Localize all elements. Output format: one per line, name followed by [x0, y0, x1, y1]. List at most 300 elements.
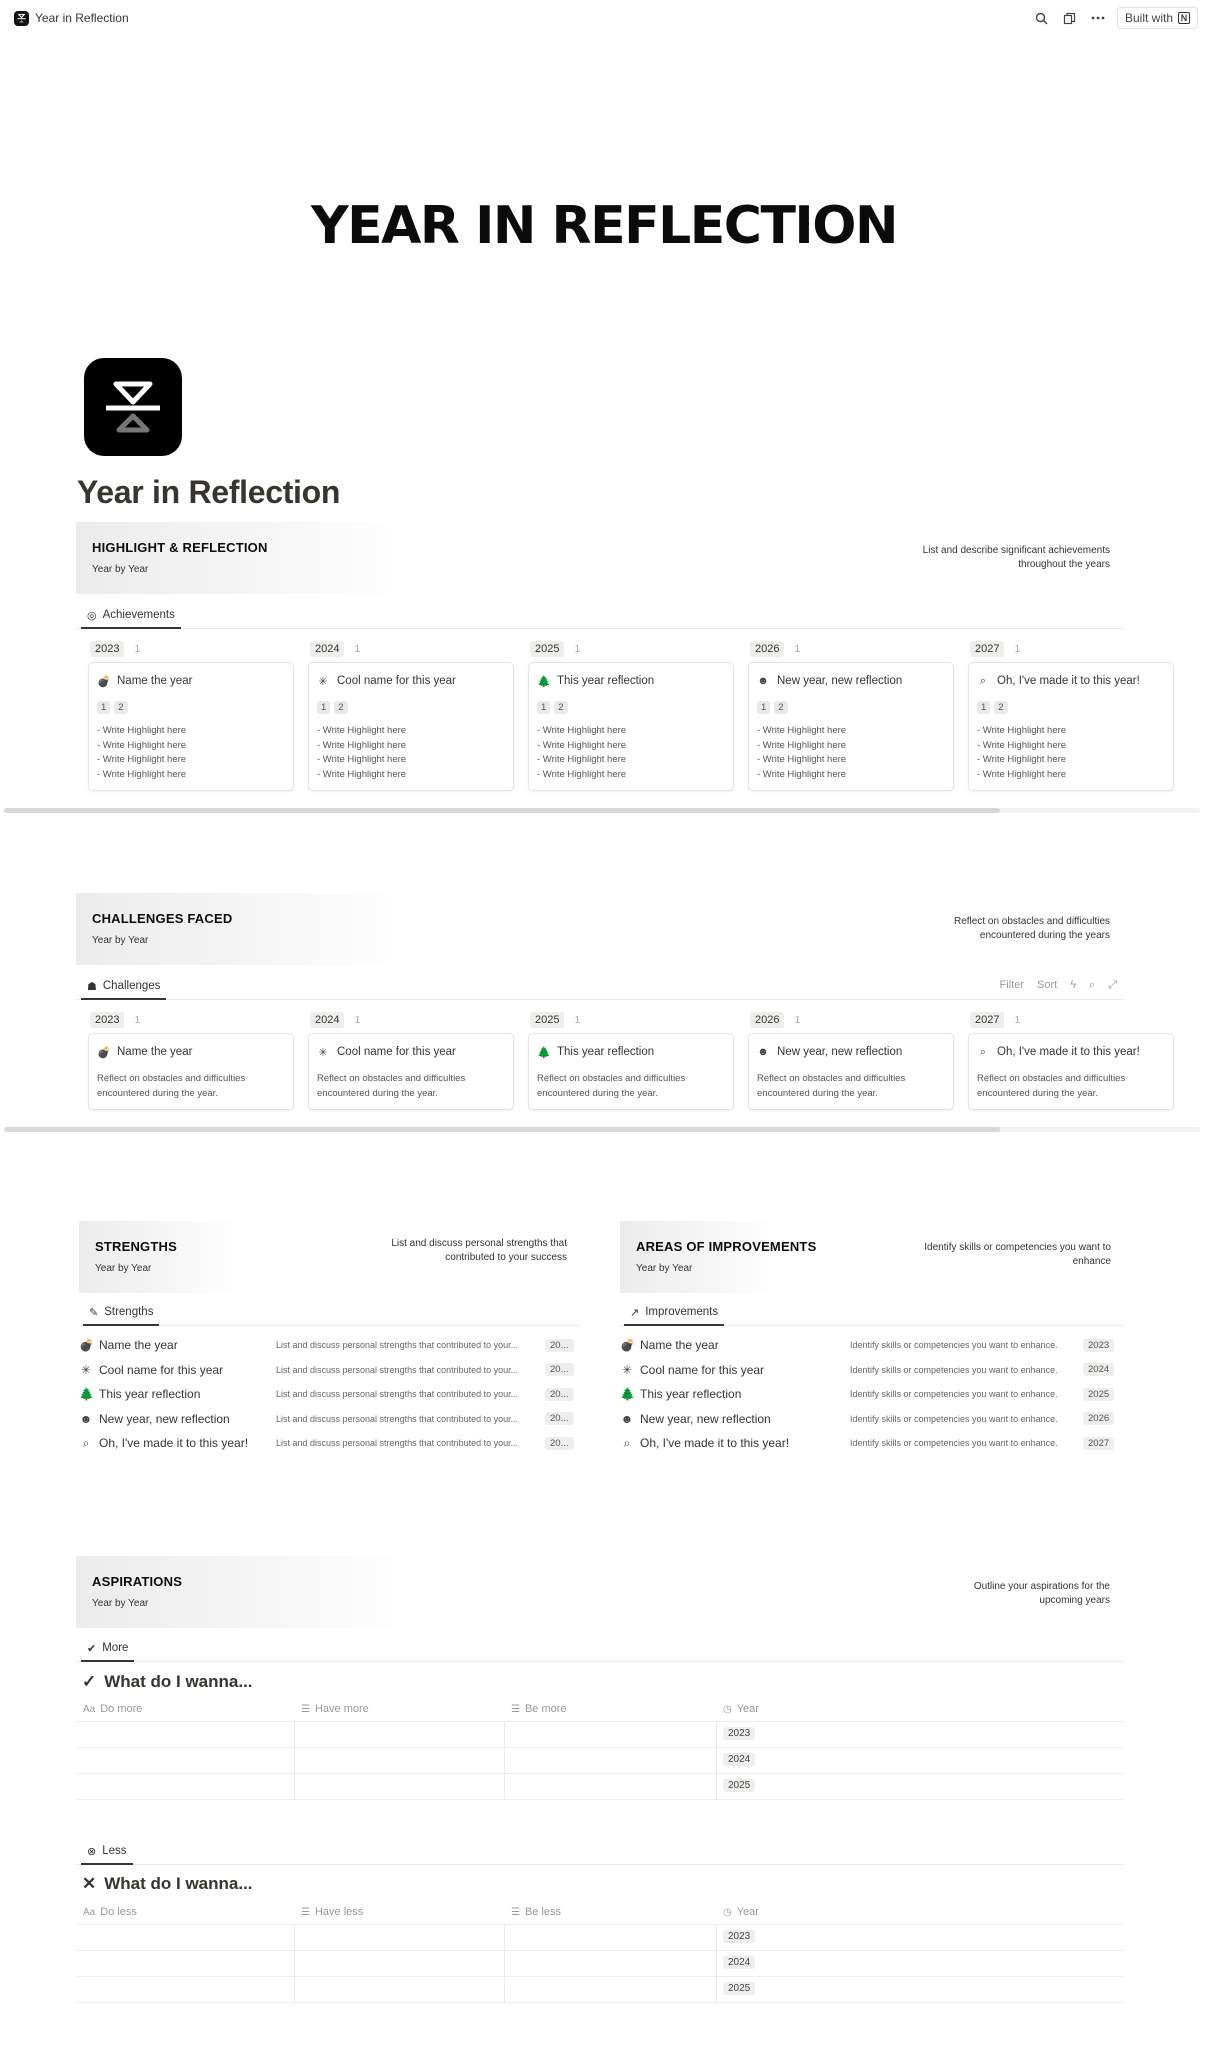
card-title-text: New year, new reflection: [777, 1046, 903, 1058]
list-item[interactable]: [620, 1382, 1123, 1406]
year-tag: 2023: [723, 1727, 755, 1740]
tag-pill: 1: [757, 701, 770, 714]
list-item[interactable]: [620, 1358, 1123, 1382]
group-count: 1: [1014, 1014, 1021, 1026]
highlight-line: - Write Highlight here: [757, 754, 847, 765]
section-subheading: Year by Year: [92, 1598, 149, 1609]
table-row[interactable]: [77, 1976, 1123, 2002]
highlight-section-header: [76, 522, 1122, 594]
list-item-name: Oh, I've made it to this year!: [640, 1436, 790, 1450]
card-title: [317, 1044, 505, 1060]
check-circle-icon: ✔: [87, 1642, 97, 1655]
more-options-icon[interactable]: [1089, 9, 1107, 27]
tab-less[interactable]: [81, 1839, 133, 1865]
column-header-label: Have more: [314, 1703, 369, 1715]
table-row[interactable]: [77, 1721, 1123, 1747]
list-item-name: Oh, I've made it to this year!: [99, 1436, 249, 1450]
text-icon: Aa: [83, 1906, 96, 1918]
highlight-line: - Write Highlight here: [97, 754, 187, 765]
column-header-label: Be more: [524, 1703, 567, 1715]
section-subheading: Year by Year: [92, 935, 149, 946]
list-item-description: List and discuss personal strengths that contributed to your...: [276, 1413, 519, 1424]
text-lines-icon: ☰: [301, 1703, 310, 1715]
board-card[interactable]: [308, 662, 514, 791]
search-magnifier-icon: ⌕: [979, 1045, 987, 1058]
card-title-text: Oh, I've made it to this year!: [997, 1046, 1140, 1058]
table-cell[interactable]: [295, 1722, 505, 1748]
tree-icon: 🌲: [620, 1387, 635, 1401]
list-item-description: List and discuss personal strengths that contributed to your...: [276, 1364, 519, 1375]
pen-icon: ✎: [89, 1306, 99, 1319]
duplicate-icon[interactable]: [1061, 9, 1079, 27]
highlight-line: - Write Highlight here: [97, 725, 187, 736]
table-cell[interactable]: [77, 1925, 295, 1951]
highlight-line: - Write Highlight here: [97, 768, 187, 780]
table-cell[interactable]: [295, 1977, 505, 2003]
board-column: [742, 1011, 948, 1099]
tab-strengths[interactable]: [83, 1300, 159, 1326]
section-description: List and discuss personal strengths that contributed to your success: [391, 1238, 567, 1263]
tab-achievements[interactable]: [81, 603, 181, 629]
app-logo-icon: [14, 11, 29, 26]
section-heading: ASPIRATIONS: [92, 1574, 183, 1589]
text-lines-icon: ☰: [301, 1906, 310, 1918]
column-header: [302, 1011, 508, 1029]
horizontal-scrollbar[interactable]: [4, 808, 1200, 813]
tag-pill: 1: [977, 701, 990, 714]
top-bar: [0, 0, 1208, 36]
card-description: Reflect on obstacles and difficulties encountered during the year.: [757, 1073, 906, 1099]
year-group-label[interactable]: 2027: [970, 641, 1004, 657]
highlight-line: - Write Highlight here: [317, 754, 407, 765]
card-description: Reflect on obstacles and difficulties encountered during the year.: [977, 1073, 1126, 1099]
challenges-section-header: [76, 893, 1122, 965]
column-header[interactable]: [301, 1900, 363, 1924]
tab-label: Challenges: [102, 980, 161, 992]
section-heading: HIGHLIGHT & REFLECTION: [92, 540, 268, 555]
list-item-name: Name the year: [640, 1338, 719, 1352]
column-header[interactable]: [83, 1697, 142, 1721]
table-cell[interactable]: [505, 1951, 717, 1977]
clock-icon: ◷: [723, 1906, 732, 1918]
table-title-text: What do I wanna...: [104, 1874, 253, 1893]
table-cell[interactable]: [77, 1774, 295, 1800]
year-group-label[interactable]: 2025: [530, 1012, 564, 1028]
section-subheading: Year by Year: [95, 1263, 152, 1274]
smile-face-icon: ☻: [620, 1411, 634, 1426]
board-card[interactable]: [968, 1033, 1174, 1110]
x-circle-icon: ⊗: [87, 1845, 97, 1858]
column-header-label: Do more: [100, 1703, 143, 1715]
year-group-label[interactable]: 2023: [90, 1012, 124, 1028]
highlight-line: - Write Highlight here: [97, 739, 187, 751]
card-title-text: Name the year: [117, 675, 193, 687]
list-item[interactable]: [79, 1382, 579, 1406]
clock-icon: ◷: [723, 1703, 732, 1715]
year-tag: 2024: [1083, 1363, 1114, 1376]
year-group-label[interactable]: 2024: [310, 1012, 344, 1028]
section-description: Outline your aspirations for the upcoming years: [973, 1581, 1110, 1606]
list-item-name: Cool name for this year: [99, 1362, 224, 1377]
text-lines-icon: ☰: [511, 1906, 520, 1918]
highlight-line: - Write Highlight here: [977, 739, 1067, 751]
expand-icon[interactable]: ⤢: [1108, 979, 1117, 991]
table-cell[interactable]: [77, 1722, 295, 1748]
card-tags: [537, 701, 725, 714]
card-title-text: Oh, I've made it to this year!: [997, 675, 1140, 687]
column-header: [962, 1011, 1168, 1029]
highlight-lines: [317, 724, 505, 782]
tab-more[interactable]: [81, 1636, 134, 1662]
list-item-name: New year, new reflection: [99, 1411, 230, 1426]
tab-challenges[interactable]: [81, 974, 166, 1000]
aspirations-section-header: [76, 1556, 1122, 1628]
board-column: [302, 1011, 508, 1099]
column-header: [742, 640, 948, 658]
year-tag: 20...: [545, 1339, 574, 1352]
year-tag: 20...: [545, 1363, 574, 1376]
highlight-line: - Write Highlight here: [757, 768, 847, 780]
column-header[interactable]: [301, 1697, 369, 1721]
list-item[interactable]: [620, 1431, 1123, 1455]
highlight-line: - Write Highlight here: [317, 739, 407, 751]
bomb-icon: 💣: [620, 1338, 635, 1352]
list-item-description: Identify skills or competencies you want to enhance.: [850, 1364, 1058, 1375]
tree-icon: 🌲: [79, 1387, 94, 1401]
smile-face-icon: ☻: [757, 1046, 769, 1058]
group-count: 1: [574, 1014, 581, 1026]
tag-pill: 2: [554, 701, 567, 714]
board-card[interactable]: [528, 662, 734, 791]
more-tab-bar: [77, 1636, 1123, 1662]
notion-logo-icon: N: [1178, 12, 1190, 24]
card-tags: [977, 701, 1165, 714]
highlight-line: - Write Highlight here: [537, 725, 627, 736]
tag-pill: 2: [334, 701, 347, 714]
column-header: [522, 1011, 728, 1029]
list-item-description: List and discuss personal strengths that contributed to your...: [276, 1389, 519, 1399]
column-header[interactable]: [723, 1900, 759, 1924]
smile-face-icon: ☻: [757, 675, 769, 687]
page-title: Year in Reflection: [77, 474, 341, 510]
board-card[interactable]: [748, 1033, 954, 1110]
tree-icon: 🌲: [537, 675, 551, 688]
year-tag: 20...: [545, 1388, 574, 1401]
board-column: [522, 640, 728, 780]
board-column: [742, 640, 948, 780]
year-tag: 2025: [723, 1779, 755, 1792]
group-count: 1: [134, 1014, 141, 1026]
table-row[interactable]: [77, 1747, 1123, 1773]
highlight-lines: [977, 724, 1165, 782]
year-tag: 2024: [723, 1753, 755, 1766]
asterisk-icon: ✳: [318, 1046, 328, 1059]
tag-pill: 2: [994, 701, 1007, 714]
highlight-line: - Write Highlight here: [757, 739, 847, 751]
card-description: Reflect on obstacles and difficulties encountered during the year.: [97, 1073, 246, 1099]
year-group-label[interactable]: 2026: [750, 1012, 784, 1028]
group-count: 1: [1014, 643, 1021, 655]
board-column: [302, 640, 508, 780]
card-title-text: New year, new reflection: [777, 675, 903, 687]
card-title: [97, 673, 285, 689]
group-count: 1: [354, 643, 361, 655]
card-title: [977, 673, 1165, 689]
column-header[interactable]: [83, 1900, 137, 1924]
table-cell[interactable]: [505, 1722, 717, 1748]
list-item[interactable]: [79, 1407, 579, 1431]
asterisk-icon: ✳: [621, 1362, 633, 1377]
table-cell[interactable]: [505, 1977, 717, 2003]
board-card[interactable]: [308, 1033, 514, 1110]
highlight-lines: [757, 724, 945, 782]
year-tag: 2025: [1083, 1388, 1114, 1401]
section-heading: AREAS OF IMPROVEMENTS: [636, 1239, 817, 1254]
less-tab-bar: [77, 1839, 1123, 1865]
card-title: [757, 1044, 945, 1060]
list-item-description: Identify skills or competencies you want to enhance.: [850, 1340, 1058, 1350]
year-tag: 2024: [723, 1956, 755, 1969]
text-lines-icon: ☰: [511, 1703, 520, 1715]
column-header-label: Be less: [524, 1906, 562, 1918]
card-title-text: This year reflection: [557, 1046, 655, 1058]
less-table-title: [82, 1874, 253, 1894]
card-tags: [757, 701, 945, 714]
table-cell[interactable]: [295, 1748, 505, 1774]
tab-improvements[interactable]: [624, 1300, 724, 1326]
section-subheading: Year by Year: [92, 564, 149, 575]
card-title: [97, 1044, 285, 1060]
x-icon: ✕: [82, 1874, 97, 1893]
highlight-line: - Write Highlight here: [757, 725, 847, 736]
tab-label: Achievements: [102, 609, 175, 621]
table-cell[interactable]: [717, 1977, 1123, 2003]
year-group-label[interactable]: 2024: [310, 641, 344, 657]
page-breadcrumb[interactable]: Year in Reflection: [35, 11, 129, 25]
strengths-section-header: [79, 1221, 579, 1293]
list-item-description: Identify skills or competencies you want to enhance.: [850, 1389, 1058, 1399]
card-title: [537, 1044, 725, 1060]
card-title-text: Name the year: [117, 1046, 193, 1058]
board-card[interactable]: [88, 662, 294, 791]
board-card[interactable]: [88, 1033, 294, 1110]
board-column: [82, 640, 288, 780]
card-description: Reflect on obstacles and difficulties encountered during the year.: [317, 1073, 466, 1099]
table-cell[interactable]: [77, 1977, 295, 2003]
view-toolbar: [1000, 979, 1117, 992]
column-header: [82, 640, 288, 658]
column-header[interactable]: [723, 1697, 759, 1721]
column-header: [962, 640, 1168, 658]
column-header: [82, 1011, 288, 1029]
tab-label: Less: [102, 1845, 127, 1857]
column-header: [522, 640, 728, 658]
card-title-text: Cool name for this year: [337, 675, 456, 687]
bomb-icon: 💣: [97, 1046, 111, 1059]
filter-button[interactable]: Filter: [999, 979, 1024, 991]
board-card[interactable]: [528, 1033, 734, 1110]
card-title-text: This year reflection: [557, 675, 655, 687]
board-card[interactable]: [748, 662, 954, 791]
scrollbar-thumb[interactable]: [4, 1127, 1000, 1132]
bomb-icon: 💣: [97, 675, 111, 688]
tag-pill: 1: [97, 701, 110, 714]
column-header-label: Year: [736, 1906, 759, 1918]
search-magnifier-icon: ⌕: [623, 1435, 631, 1450]
table-cell[interactable]: [505, 1774, 717, 1800]
card-title: [317, 673, 505, 689]
group-count: 1: [574, 643, 581, 655]
list-item-name: New year, new reflection: [640, 1411, 771, 1426]
card-title: [537, 673, 725, 689]
column-header: [742, 1011, 948, 1029]
highlight-tab-bar: [77, 603, 1123, 629]
card-title: [757, 673, 945, 689]
improvements-list: [620, 1333, 1123, 1457]
section-description: List and describe significant achievements throughout the years: [922, 545, 1110, 570]
more-table-title: [82, 1672, 253, 1692]
section-heading: CHALLENGES FACED: [92, 911, 233, 926]
highlight-line: - Write Highlight here: [977, 754, 1067, 765]
card-title-text: Cool name for this year: [337, 1046, 456, 1058]
group-count: 1: [794, 1014, 801, 1026]
smile-face-icon: ☻: [79, 1411, 93, 1426]
strengths-tab-bar: [79, 1300, 579, 1326]
table-cell[interactable]: [505, 1925, 717, 1951]
search-magnifier-icon: ⌕: [979, 674, 987, 687]
table-cell[interactable]: [295, 1951, 505, 1977]
table-bottom-border: [77, 1799, 1123, 1800]
list-item[interactable]: [620, 1407, 1123, 1431]
scrollbar-thumb[interactable]: [4, 808, 1000, 813]
list-item-description: Identify skills or competencies you want to enhance.: [850, 1413, 1058, 1424]
card-tags: [317, 701, 505, 714]
year-group-label[interactable]: 2026: [750, 641, 784, 657]
highlight-lines: [97, 724, 285, 782]
bomb-icon: 💣: [79, 1338, 94, 1352]
list-item-description: Identify skills or competencies you want to enhance.: [850, 1438, 1058, 1448]
highlight-line: - Write Highlight here: [537, 739, 627, 751]
list-item[interactable]: [79, 1358, 579, 1382]
table-cell[interactable]: [717, 1748, 1123, 1774]
asterisk-icon: ✳: [318, 675, 328, 688]
list-item[interactable]: [79, 1431, 579, 1455]
section-description: Identify skills or competencies you want to enhance: [924, 1242, 1111, 1267]
table-row[interactable]: [77, 1924, 1123, 1950]
list-item-description: List and discuss personal strengths that contributed to your...: [276, 1438, 519, 1448]
page-logo-icon: [84, 358, 182, 456]
horizontal-scrollbar[interactable]: [4, 1127, 1200, 1132]
table-cell[interactable]: [77, 1951, 295, 1977]
card-tags: [97, 701, 285, 714]
search-icon[interactable]: ⌕: [1089, 979, 1096, 991]
section-heading: STRENGTHS: [95, 1239, 177, 1254]
table-cell[interactable]: [717, 1951, 1123, 1977]
table-cell[interactable]: [505, 1748, 717, 1774]
improvements-tab-bar: [620, 1300, 1123, 1326]
automation-bolt-icon[interactable]: ϟ: [1070, 979, 1077, 991]
tab-label: More: [102, 1642, 129, 1654]
card-description: Reflect on obstacles and difficulties encountered during the year.: [537, 1073, 686, 1099]
column-header-label: Have less: [314, 1906, 364, 1918]
year-group-label[interactable]: 2025: [530, 641, 564, 657]
cover-title: YEAR IN REFLECTION: [311, 196, 897, 256]
year-tag: 2023: [1083, 1339, 1114, 1352]
board-column: [82, 1011, 288, 1099]
tag-pill: 1: [317, 701, 330, 714]
list-item[interactable]: [79, 1333, 579, 1357]
group-count: 1: [134, 643, 141, 655]
board-card[interactable]: [968, 662, 1174, 791]
target-icon: ◎: [87, 609, 97, 622]
tab-label: Strengths: [104, 1306, 154, 1318]
board-column: [962, 1011, 1168, 1099]
column-header-label: Do less: [100, 1906, 137, 1918]
year-tag: 2027: [1083, 1437, 1114, 1450]
built-with-label: Built with: [1124, 11, 1173, 25]
improvements-section-header: [620, 1221, 1123, 1293]
highlight-line: - Write Highlight here: [317, 768, 407, 780]
table-cell[interactable]: [717, 1774, 1123, 1800]
group-count: 1: [794, 643, 801, 655]
year-tag: 2026: [1083, 1412, 1114, 1425]
search-icon[interactable]: [1033, 9, 1051, 27]
challenges-tab-bar: [77, 974, 1123, 1000]
ghost-icon: ☗: [87, 980, 97, 993]
section-subheading: Year by Year: [636, 1263, 693, 1274]
more-table: [77, 1697, 1123, 1801]
group-count: 1: [354, 1014, 361, 1026]
less-table: [77, 1900, 1123, 2004]
highlight-line: - Write Highlight here: [537, 768, 627, 780]
list-item-name: Name the year: [99, 1338, 178, 1352]
built-with-notion-button[interactable]: [1117, 7, 1198, 29]
sort-button[interactable]: Sort: [1037, 979, 1058, 991]
strengths-list: [79, 1333, 579, 1457]
tree-icon: 🌲: [537, 1046, 551, 1059]
table-cell[interactable]: [77, 1748, 295, 1774]
checkmark-icon: ✓: [82, 1672, 97, 1691]
highlight-line: - Write Highlight here: [977, 768, 1067, 780]
list-item[interactable]: [620, 1333, 1123, 1357]
column-header[interactable]: [511, 1697, 567, 1721]
year-group-label[interactable]: 2027: [970, 1012, 1004, 1028]
table-bottom-border: [77, 2002, 1123, 2003]
card-title: [977, 1044, 1165, 1060]
tag-pill: 2: [114, 701, 127, 714]
section-description: Reflect on obstacles and difficulties encountered during the years: [953, 916, 1110, 941]
year-tag: 2025: [723, 1982, 755, 1995]
table-row[interactable]: [77, 1950, 1123, 1976]
table-row[interactable]: [77, 1773, 1123, 1799]
asterisk-icon: ✳: [80, 1362, 92, 1377]
search-magnifier-icon: ⌕: [82, 1435, 90, 1450]
tag-pill: 2: [774, 701, 787, 714]
column-header: [302, 640, 508, 658]
arrow-up-right-icon: ↗: [630, 1306, 640, 1319]
column-header-label: Year: [736, 1703, 759, 1715]
highlight-line: - Write Highlight here: [537, 754, 627, 765]
table-cell[interactable]: [717, 1722, 1123, 1748]
list-item-name: This year reflection: [640, 1387, 742, 1401]
list-item-description: List and discuss personal strengths that contributed to your...: [276, 1340, 519, 1350]
year-group-label[interactable]: 2023: [90, 641, 124, 657]
table-cell[interactable]: [717, 1925, 1123, 1951]
table-cell[interactable]: [295, 1774, 505, 1800]
column-header[interactable]: [511, 1900, 561, 1924]
year-tag: 2023: [723, 1930, 755, 1943]
table-cell[interactable]: [295, 1925, 505, 1951]
